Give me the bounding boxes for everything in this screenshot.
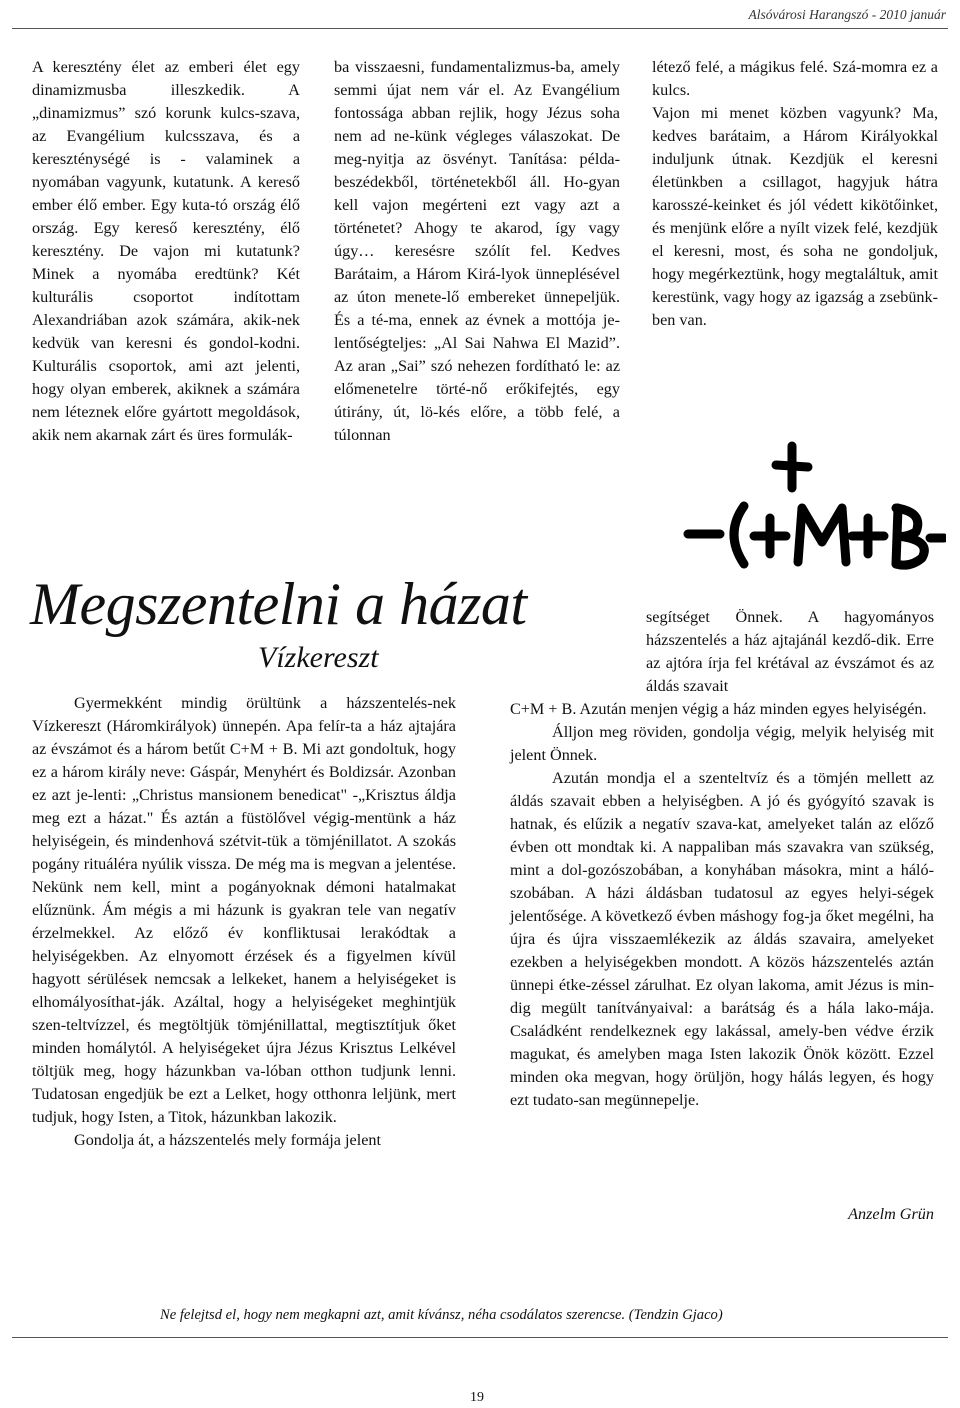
paragraph: Gondolja át, a házszentelés mely formája jelent: [74, 1131, 381, 1149]
article-column-left: [32, 692, 456, 1152]
article-subtitle: Vízkereszt: [258, 641, 379, 674]
paragraph: C+M + B. Azután menjen végig a ház minden egyes helyiségén.: [510, 700, 927, 718]
paragraph: Gyermekként mindig örültünk a házszentelés-nek Vízkereszt (Háromkirályok) ünnepén. Apa felír-ta a ház ajtajára az évszámot és a három betűt C+M + B. Mi azt gondoltuk, hogy ez a három király neve: Gáspár, Menyhért és Boldizsár. Azonban ez azt je-lenti: „Christus mansionem benedicat" -„Krisztus áldja meg ezt a házat." És aztán a füstölővel végig-mentünk a ház helyiségein, és mindenhová szétvit-tük a tömjénillatot. A szokás pogány rituáléra nyúlik vissza. De még ma is megvan a jelentése. Nekünk nem kell, mint a pogányoknak démoni hatalmakat elűznünk. Ám mégis a mi házunk is gyakran tele van negatív érzelmekkel. Az előző év konfliktusai lerakódtak a helyiségekben. Az elnyomott érzések és a figyelmen kívül hagyott sérülések nemcsak a lelkeket, hanem a helyiségeket is elhomályosíthat-ják. Azáltal, hogy a helyiségeket meghintjük szen-teltvízzel, és megtöltjük tömjénillattal, megtisztítjuk őket minden homálytól. A helyiségeket újra Jézus Krisztus Lelkével töltjük meg, hogy házunkban va-lóban otthon tudjunk lenni. Tudatosan engedjük be ezt a Lelket, hogy otthonra leljünk, mert tudjuk, hogy Isten, a Titok, házunkban lakozik.: [32, 694, 456, 1126]
intro-column-2: [334, 56, 620, 447]
header-rule: [12, 28, 948, 29]
article-title: Megszentelni a házat: [30, 571, 527, 637]
paragraph: Azután mondja el a szenteltvíz és a tömjén mellett az áldás szavait ebben a helyiségben. A jó és gyógyító szavak is hatnak, és elűzik a negatív szava-kat, amelyeket talán az előző évben ott mondtak ki. A nappaliban más szavakra van szükség, mint a dol-gozószobában, a konyhában másokra, mint a háló-szobában. A házi áldásban tudatosul az egyes helyi-ségek jelentősége. A következő évben máshogy fog-ja őket megélni, ha újra és újra visszaemlékezik az áldás szavaira, amelyeket ezekben a helyiségekben mondott. A közös házszentelés aztán ünnepi étke-zéssel zárulhat. Ez olyan lakoma, amit Jézus is min-dig megült tanítványaival: a barátság és a hála lako-mája. Családként rendelkeznek egy lakással, amely-ben védve érzik magukat, és amelyben maga Isten lakozik Önök között. Ezzel minden oka megvan, hogy örüljön, hogy hálás legyen, és hogy ezt tudato-san megünnepelje.: [510, 769, 934, 1109]
paragraph: A keresztény élet az emberi élet egy dinamizmusba illeszkedik. A „dinamizmus” szó korunk kulcs-szava, az Evangélium kulcsszava, és a kereszténységé is - valaminek a nyomában vagyunk, kutatunk. A kereső ember élő ember. Egy kuta-tó ország élő ország. Egy kereső keresztény, élő keresztény. De vajon mi kutatunk? Minek a nyomába eredtünk? Két kulturális csoportot indítottam Alexandriában azok számára, akik-nek kedvük van keresni és gondol-kodni. Kulturális csoportok, ami azt jelenti, hogy olyan emberek, akiknek a számára nem léteznek előre gyártott megoldások, akik nem akarnak zárt és üres formulák-: [32, 58, 300, 444]
paragraph: Álljon meg röviden, gondolja végig, melyik helyiség mit jelent Önnek.: [510, 723, 934, 764]
paragraph: Vajon mi menet közben vagyunk? Ma, kedves barátaim, a Három Királyokkal induljunk útnak. Kezdjük el keresni életünkben a csillagot, hagyjuk hátra karosszé-keinket és jól védett kikötőinket, és menjünk előre a nyílt vizek felé, kezdjük el keresni, most, és soha ne gondoljuk, hogy megérkeztünk, hogy megtaláltuk, amit kerestünk, vagy hogy az igazság a zsebünk-ben van.: [652, 104, 938, 329]
paragraph: segítséget Önnek. A hagyományos házszentelés a ház ajtajánál kezdő-dik. Erre az ajtóra írja fel krétával az évszámot és az áldás szavait: [646, 608, 934, 695]
article-author: Anzelm Grün: [848, 1205, 934, 1223]
article-column-right: [510, 698, 934, 1112]
paragraph: ba visszaesni, fundamentalizmus-ba, amely semmi újat nem vár el. Az Evangélium fontossága abban rejlik, hogy Jézus soha nem ad ne-künk végleges válaszokat. De meg-nyitja az ösvényt. Tanítása: példa-beszédekből, történetekből áll. Ho-gyan kell vajon megérteni ezt vagy azt a történetet? Ahogy te akarod, így vagy úgy… keresésre szólít fel. Kedves Barátaim, a Három Kirá-lyok ünneplésével az úton menete-lő embereket ünnepeljük. És a té-ma, ennek az évnek a mottója je-lentőségteljes: „Al Sai Nahwa El Mazid”. Az aran „Sai” szó nehezen fordítható le: az előmenetelre törté-nő erőkifejtés, egy útirány, út, lö-kés előre, a több felé, a túlonnan: [334, 58, 620, 444]
intro-column-3: [652, 56, 938, 332]
article-column-right-top: [646, 606, 934, 698]
paragraph: létező felé, a mágikus felé. Szá-momra ez a kulcs.: [652, 58, 938, 99]
running-header: Alsóvárosi Harangszó - 2010 január: [748, 7, 946, 22]
chalk-inscription-image: [646, 438, 946, 578]
page-number: 19: [470, 1390, 484, 1405]
footer-quote: Ne felejtsd el, hogy nem megkapni azt, amit kívánsz, néha csodálatos szerencse. (Tendzin Gjaco): [160, 1307, 723, 1323]
footer-rule: [12, 1337, 948, 1338]
intro-column-1: [32, 56, 300, 447]
